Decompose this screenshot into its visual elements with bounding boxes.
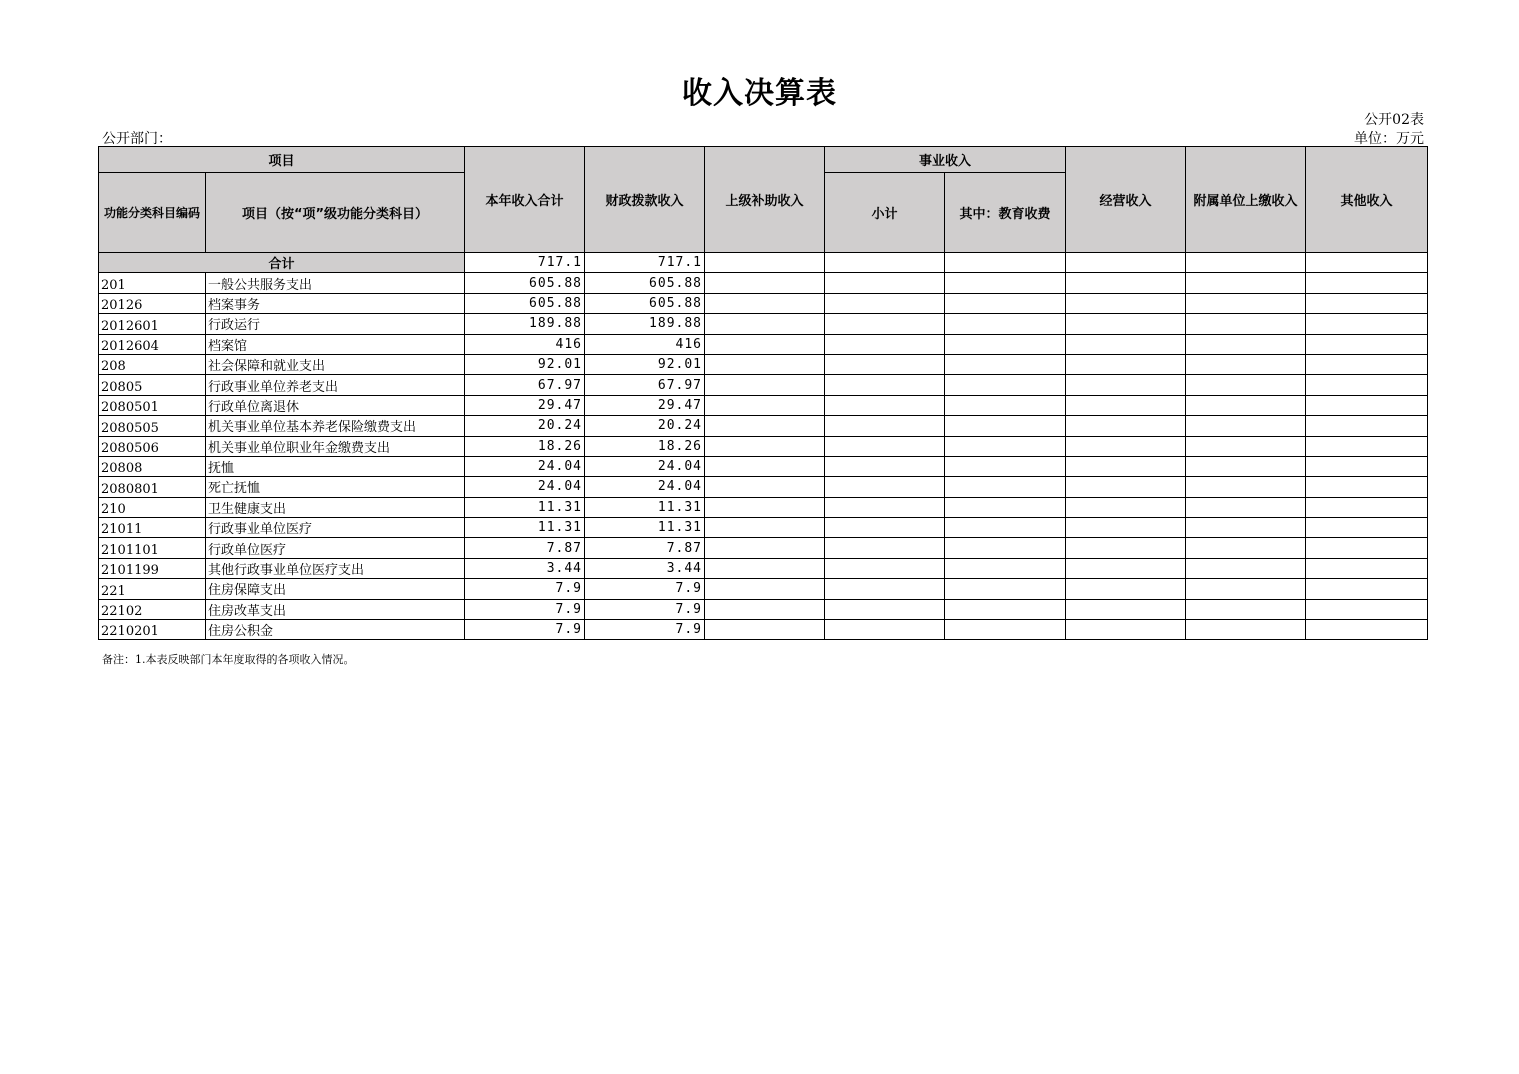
fiscal-income-cell: 7.9 [585,579,705,599]
func-code-cell: 201 [99,273,206,293]
fiscal-income-cell: 24.04 [585,456,705,476]
empty-cell [1306,599,1428,619]
empty-cell [1306,354,1428,374]
table-row [99,497,1428,517]
empty-cell [1066,375,1186,395]
func-code-cell: 2080501 [99,395,206,415]
empty-cell [1306,293,1428,313]
func-name-cell: 档案事务 [206,293,465,313]
empty-cell [1066,579,1186,599]
header-func-name: 项目（按“项”级功能分类科目） [206,173,465,253]
department-label: 公开部门： [102,131,172,147]
form-number: 公开02表 [1364,112,1424,128]
total-row [99,253,1428,273]
empty-cell [1066,273,1186,293]
empty-cell [705,273,825,293]
empty-cell [1186,416,1306,436]
table-row [99,354,1428,374]
empty-cell [1186,314,1306,334]
empty-cell [1186,436,1306,456]
fiscal-income-cell: 18.26 [585,436,705,456]
table-row [99,395,1428,415]
empty-cell [1306,497,1428,517]
empty-cell [945,253,1066,273]
empty-cell [1066,497,1186,517]
empty-cell [825,395,945,415]
empty-cell [945,518,1066,538]
empty-cell [945,558,1066,578]
empty-cell [825,579,945,599]
func-code-cell: 2080506 [99,436,206,456]
func-name-cell: 行政运行 [206,314,465,334]
total-income-cell: 11.31 [465,497,585,517]
empty-cell [825,314,945,334]
table-row [99,456,1428,476]
func-name-cell: 行政单位离退休 [206,395,465,415]
fiscal-income-cell: 29.47 [585,395,705,415]
empty-cell [1306,416,1428,436]
empty-cell [1066,456,1186,476]
func-code-cell: 2210201 [99,620,206,640]
empty-cell [1066,558,1186,578]
func-code-cell: 221 [99,579,206,599]
empty-cell [1066,293,1186,313]
empty-cell [705,538,825,558]
func-name-cell: 住房改革支出 [206,599,465,619]
total-income-cell: 24.04 [465,456,585,476]
empty-cell [1186,497,1306,517]
empty-cell [945,599,1066,619]
func-code-cell: 2101199 [99,558,206,578]
table-row [99,538,1428,558]
fiscal-income-cell: 7.87 [585,538,705,558]
table-row [99,293,1428,313]
footnote: 备注：1.本表反映部门本年度取得的各项收入情况。 [102,653,355,666]
func-code-cell: 2012601 [99,314,206,334]
header-func-code: 功能分类科目编码 [99,173,206,253]
fiscal-income-cell: 7.9 [585,620,705,640]
total-income-cell: 20.24 [465,416,585,436]
empty-cell [1186,293,1306,313]
empty-cell [825,599,945,619]
empty-cell [705,293,825,313]
empty-cell [1306,620,1428,640]
total-income-cell: 7.87 [465,538,585,558]
header-fiscal-income: 财政拨款收入 [585,147,705,253]
empty-cell [825,558,945,578]
empty-cell [705,416,825,436]
table-row [99,314,1428,334]
func-code-cell: 210 [99,497,206,517]
total-income-cell: 7.9 [465,599,585,619]
empty-cell [1306,314,1428,334]
empty-cell [705,579,825,599]
fiscal-income-cell: 67.97 [585,375,705,395]
empty-cell [705,456,825,476]
func-code-cell: 20805 [99,375,206,395]
table-row [99,579,1428,599]
total-income-cell: 29.47 [465,395,585,415]
total-income-cell: 7.9 [465,579,585,599]
header-superior-subsidy: 上级补助收入 [705,147,825,253]
empty-cell [705,497,825,517]
empty-cell [945,395,1066,415]
func-name-cell: 抚恤 [206,456,465,476]
total-income-cell: 605.88 [465,273,585,293]
empty-cell [1066,599,1186,619]
table-body [99,253,1428,640]
empty-cell [945,497,1066,517]
empty-cell [705,334,825,354]
empty-cell [705,599,825,619]
empty-cell [945,273,1066,293]
empty-cell [1306,456,1428,476]
empty-cell [1066,314,1186,334]
total-income-cell: 7.9 [465,620,585,640]
empty-cell [1186,375,1306,395]
empty-cell [705,354,825,374]
empty-cell [705,253,825,273]
header-other-income: 其他收入 [1306,147,1428,253]
func-name-cell: 行政单位医疗 [206,538,465,558]
fiscal-income-cell: 3.44 [585,558,705,578]
empty-cell [1306,375,1428,395]
header-education-fee: 其中：教育收费 [945,173,1066,253]
table-row [99,375,1428,395]
func-name-cell: 机关事业单位基本养老保险缴费支出 [206,416,465,436]
total-income-cell: 67.97 [465,375,585,395]
empty-cell [705,620,825,640]
empty-cell [705,314,825,334]
empty-cell [1186,558,1306,578]
empty-cell [1306,436,1428,456]
table-row [99,477,1428,497]
func-code-cell: 2012604 [99,334,206,354]
total-label: 合计 [99,253,465,273]
empty-cell [945,456,1066,476]
func-code-cell: 208 [99,354,206,374]
empty-cell [825,538,945,558]
empty-cell [945,375,1066,395]
empty-cell [1066,436,1186,456]
empty-cell [945,579,1066,599]
empty-cell [1306,538,1428,558]
empty-cell [1186,354,1306,374]
total-income-cell: 18.26 [465,436,585,456]
header-total-income: 本年收入合计 [465,147,585,253]
table-row [99,334,1428,354]
total-income-cell: 717.1 [465,253,585,273]
fiscal-income-cell: 24.04 [585,477,705,497]
header-project: 项目 [99,147,465,173]
empty-cell [945,354,1066,374]
fiscal-income-cell: 11.31 [585,497,705,517]
empty-cell [945,436,1066,456]
fiscal-income-cell: 416 [585,334,705,354]
empty-cell [825,477,945,497]
total-income-cell: 189.88 [465,314,585,334]
empty-cell [945,293,1066,313]
empty-cell [705,375,825,395]
empty-cell [1186,273,1306,293]
empty-cell [1066,395,1186,415]
income-table [98,146,1428,640]
header-business-income: 事业收入 [825,147,1066,173]
table-row [99,558,1428,578]
table-row [99,620,1428,640]
empty-cell [1306,579,1428,599]
total-income-cell: 11.31 [465,518,585,538]
empty-cell [825,456,945,476]
empty-cell [1186,334,1306,354]
page-title: 收入决算表 [682,76,837,111]
func-code-cell: 20808 [99,456,206,476]
table-row [99,518,1428,538]
total-income-cell: 92.01 [465,354,585,374]
empty-cell [1306,253,1428,273]
func-name-cell: 档案馆 [206,334,465,354]
empty-cell [1066,334,1186,354]
unit-label: 单位：万元 [1354,131,1424,147]
empty-cell [705,558,825,578]
total-fiscal-cell: 717.1 [585,253,705,273]
empty-cell [1186,620,1306,640]
func-code-cell: 2101101 [99,538,206,558]
empty-cell [825,620,945,640]
empty-cell [945,538,1066,558]
func-name-cell: 行政事业单位医疗 [206,518,465,538]
total-income-cell: 24.04 [465,477,585,497]
empty-cell [1186,477,1306,497]
empty-cell [1066,538,1186,558]
empty-cell [825,416,945,436]
func-name-cell: 行政事业单位养老支出 [206,375,465,395]
empty-cell [825,518,945,538]
total-income-cell: 605.88 [465,293,585,313]
func-name-cell: 一般公共服务支出 [206,273,465,293]
func-code-cell: 2080801 [99,477,206,497]
table-row [99,599,1428,619]
empty-cell [1306,334,1428,354]
empty-cell [825,293,945,313]
fiscal-income-cell: 605.88 [585,273,705,293]
empty-cell [945,620,1066,640]
func-name-cell: 社会保障和就业支出 [206,354,465,374]
table-row [99,416,1428,436]
empty-cell [705,518,825,538]
empty-cell [1066,354,1186,374]
empty-cell [705,477,825,497]
empty-cell [1186,253,1306,273]
empty-cell [1306,273,1428,293]
func-code-cell: 20126 [99,293,206,313]
empty-cell [1066,416,1186,436]
fiscal-income-cell: 20.24 [585,416,705,436]
empty-cell [825,334,945,354]
header-subtotal: 小计 [825,173,945,253]
empty-cell [705,395,825,415]
empty-cell [1306,558,1428,578]
header-affiliated-income: 附属单位上缴收入 [1186,147,1306,253]
empty-cell [1306,395,1428,415]
func-code-cell: 2080505 [99,416,206,436]
empty-cell [1306,518,1428,538]
func-name-cell: 机关事业单位职业年金缴费支出 [206,436,465,456]
empty-cell [1186,599,1306,619]
empty-cell [1186,518,1306,538]
empty-cell [1186,395,1306,415]
fiscal-income-cell: 92.01 [585,354,705,374]
total-income-cell: 416 [465,334,585,354]
empty-cell [1186,579,1306,599]
func-name-cell: 住房保障支出 [206,579,465,599]
func-name-cell: 卫生健康支出 [206,497,465,517]
header-operating-income: 经营收入 [1066,147,1186,253]
func-code-cell: 22102 [99,599,206,619]
table-header [99,147,1428,253]
empty-cell [1186,456,1306,476]
empty-cell [825,273,945,293]
empty-cell [945,314,1066,334]
empty-cell [825,375,945,395]
empty-cell [1066,518,1186,538]
func-code-cell: 21011 [99,518,206,538]
fiscal-income-cell: 189.88 [585,314,705,334]
table-row [99,273,1428,293]
empty-cell [825,354,945,374]
empty-cell [1186,538,1306,558]
empty-cell [1066,620,1186,640]
total-income-cell: 3.44 [465,558,585,578]
fiscal-income-cell: 7.9 [585,599,705,619]
empty-cell [945,477,1066,497]
empty-cell [1066,253,1186,273]
empty-cell [825,253,945,273]
empty-cell [825,436,945,456]
empty-cell [945,416,1066,436]
fiscal-income-cell: 605.88 [585,293,705,313]
func-name-cell: 住房公积金 [206,620,465,640]
empty-cell [825,497,945,517]
table-row [99,436,1428,456]
func-name-cell: 其他行政事业单位医疗支出 [206,558,465,578]
empty-cell [1306,477,1428,497]
empty-cell [945,334,1066,354]
fiscal-income-cell: 11.31 [585,518,705,538]
func-name-cell: 死亡抚恤 [206,477,465,497]
empty-cell [705,436,825,456]
empty-cell [1066,477,1186,497]
